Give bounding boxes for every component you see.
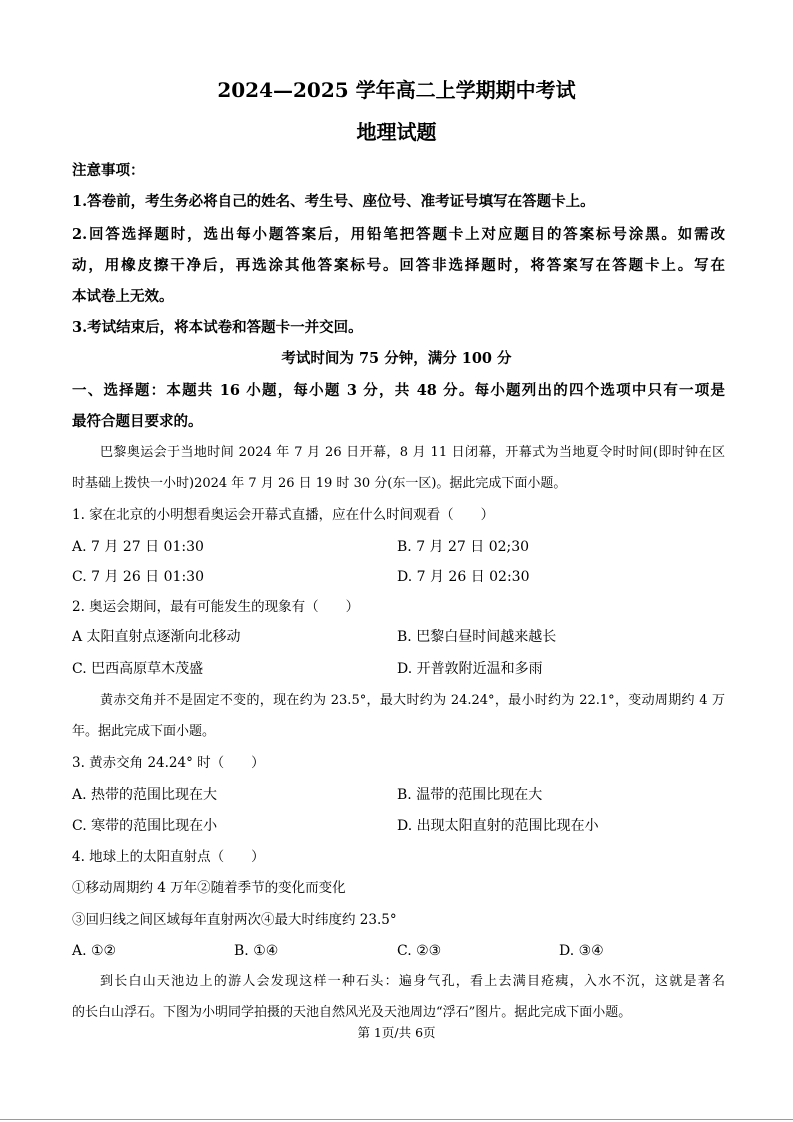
passage-2-line-2: 年。据此完成下面小题。 (72, 724, 216, 739)
page-footer: 第 1页/共 6页 (357, 1025, 436, 1040)
passage-1-line-1: 巴黎奥运会于当地时间 2024 年 7 月 26 日开幕，8 月 11 日闭幕，开幕式为当地夏令时时间(即时钟在区 (100, 445, 725, 460)
exam-title: 2024—2025 学年高二上学期期中考试 (217, 78, 576, 102)
passage-3-line-1: 到长白山天池边上的游人会发现这样一种石头：遍身气孔，看上去满目疮痍，入水不沉，这就是著名 (100, 974, 725, 989)
passage-1-line-2: 时基础上拨快一小时)2024 年 7 月 26 日 19 时 30 分(东一区)。据此完成下面小题。 (72, 476, 567, 491)
question-1-stem: 1. 家在北京的小明想看奥运会开幕式直播，应在什么时间观看（ ） (72, 507, 495, 523)
section-heading-line-2: 最符合题目要求的。 (72, 413, 203, 430)
question-4-stem: 4. 地球上的太阳直射点（ ） (72, 849, 265, 865)
notice-heading: 注意事项： (72, 162, 145, 179)
exam-subject: 地理试题 (356, 120, 437, 144)
passage-3-line-2: 的长白山浮石。下图为小明同学拍摄的天池自然风光及天池周边“浮石”图片。据此完成下面小题。 (72, 1005, 632, 1020)
question-2-option-c: C. 巴西高原草木茂盛 (72, 661, 204, 677)
section-heading-line-1: 一、选择题：本题共 16 小题，每小题 3 分，共 48 分。每小题列出的四个选项中只有一项是 (72, 382, 725, 399)
notice-item-2-line-1: 2.回答选择题时，选出每小题答案后，用铅笔把答题卡上对应题目的答案标号涂黑。如需改 (72, 226, 725, 243)
notice-item-2-line-3: 本试卷上无效。 (72, 288, 174, 305)
question-1-option-b: B. 7 月 27 日 02;30 (397, 539, 530, 555)
question-2-option-a: A 太阳直射点逐渐向北移动 (72, 629, 241, 645)
question-3-option-b: B. 温带的范围比现在大 (397, 787, 543, 803)
question-2-option-b: B. 巴黎白昼时间越来越长 (397, 629, 557, 645)
question-1-option-d: D. 7 月 26 日 02:30 (397, 569, 530, 585)
exam-info: 考试时间为 75 分钟，满分 100 分 (281, 350, 512, 367)
notice-item-3: 3.考试结束后，将本试卷和答题卡一并交回。 (72, 319, 363, 336)
question-4-option-c: C. ②③ (397, 943, 442, 959)
bottom-divider (0, 1119, 793, 1120)
question-4-statements-line-1: ①移动周期约 4 万年②随着季节的变化而变化 (72, 880, 346, 896)
notice-item-1: 1.答卷前，考生务必将自己的姓名、考生号、座位号、准考证号填写在答题卡上。 (72, 193, 595, 210)
question-4-option-b: B. ①④ (234, 943, 279, 959)
passage-2-line-1: 黄赤交角并不是固定不变的，现在约为 23.5°，最大时约为 24.24°，最小时约为 22.1°，变动周期约 4 万 (100, 693, 725, 708)
question-1-option-a: A. 7 月 27 日 01:30 (72, 539, 204, 555)
question-3-option-c: C. 寒带的范围比现在小 (72, 818, 218, 834)
question-3-option-d: D. 出现太阳直射的范围比现在小 (397, 818, 599, 834)
question-4-option-d: D. ③④ (559, 943, 604, 959)
question-4-option-a: A. ①② (72, 943, 117, 959)
question-4-statements-line-2: ③回归线之间区域每年直射两次④最大时纬度约 23.5° (72, 912, 397, 928)
question-3-option-a: A. 热带的范围比现在大 (72, 787, 218, 803)
question-1-option-c: C. 7 月 26 日 01:30 (72, 569, 204, 585)
question-3-stem: 3. 黄赤交角 24.24° 时（ ） (72, 755, 265, 771)
question-2-option-d: D. 开普敦附近温和多雨 (397, 661, 543, 677)
question-2-stem: 2. 奥运会期间，最有可能发生的现象有（ ） (72, 599, 360, 615)
notice-item-2-line-2: 动，用橡皮擦干净后，再选涂其他答案标号。回答非选择题时，将答案写在答题卡上。写在 (72, 257, 725, 274)
